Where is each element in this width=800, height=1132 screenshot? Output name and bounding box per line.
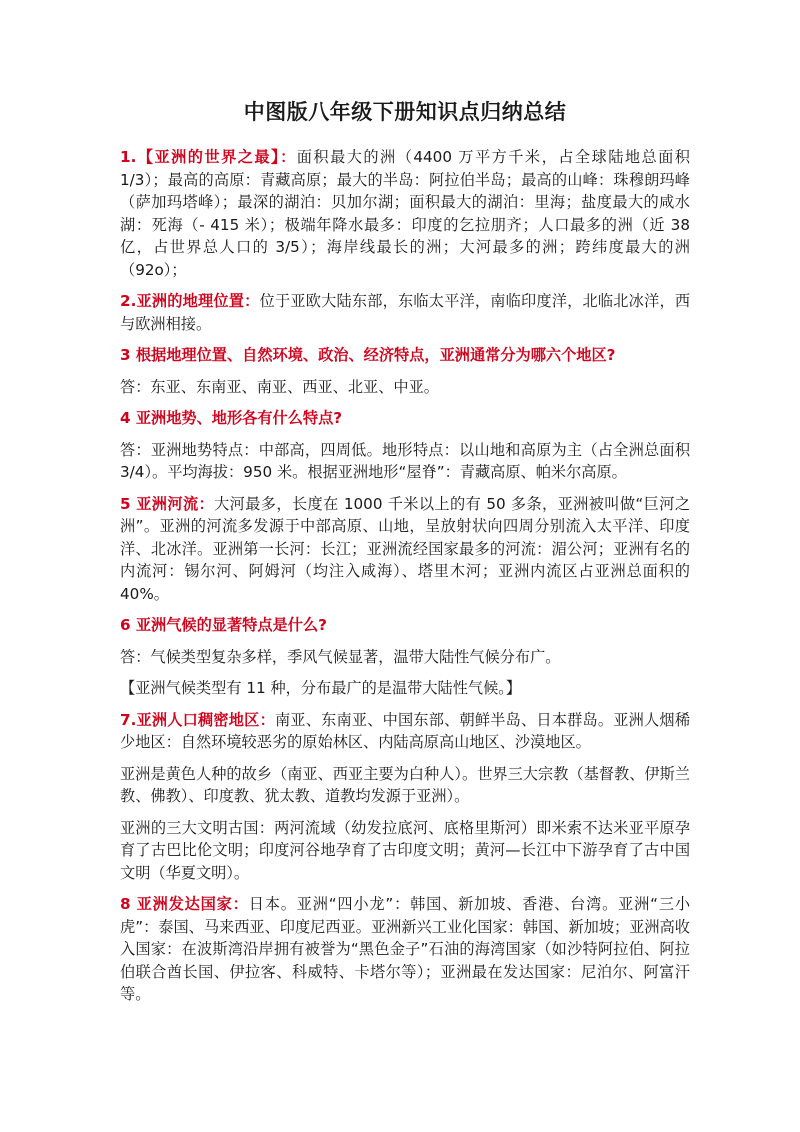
section-text: 位于亚欧大陆东部，东临太平洋，南临印度洋，北临北冰洋，西与欧洲相接。 (120, 292, 691, 333)
section-paragraph (120, 344, 690, 367)
section-text: 面积最大的洲（4400 万平方千米，占全球陆地总面积 1/3）；最高的高原：青藏高原；最大的半岛：阿拉伯半岛；最高的山峰：珠穆朗玛峰（萨加玛塔峰）；最深的湖泊：贝加尔湖；面积最大的湖泊：里海；盐度最大的咸水湖：死海（- 415 米）；极端年降水最多：印度的乞拉朋齐；人口最多的洲（近 38 亿，占世界总人口的 3/5）；海岸线最长的洲；大河最多的洲；跨纬度最大的洲（92o）； (120, 148, 690, 279)
section-paragraph (120, 146, 690, 281)
section-paragraph (120, 763, 690, 808)
section-text: 南亚、东南亚、中国东部、朝鲜半岛、日本群岛。亚洲人烟稀少地区：自然环境较恶劣的原始林区、内陆高原高山地区、沙漠地区。 (120, 710, 691, 751)
section-heading: 4 亚洲地势、地形各有什么特点? (120, 409, 343, 427)
section-heading: 2.亚洲的地理位置： (120, 292, 260, 310)
section-heading: 6 亚洲气候的显著特点是什么? (120, 616, 327, 634)
section-heading: 8 亚洲发达国家： (120, 895, 249, 913)
section-paragraph (120, 709, 690, 754)
section-text: 亚洲是黄色人种的故乡（南亚、西亚主要为白种人）。世界三大宗教（基督教、伊斯兰教、佛教）、印度教、犹太教、道教均发源于亚洲）。 (120, 764, 690, 805)
section-text: 【亚洲气候类型有 11 种，分布最广的是温带大陆性气候。】 (120, 679, 522, 697)
section-paragraph (120, 893, 690, 1006)
section-heading: 3 根据地理位置、自然环境、政治、经济特点，亚洲通常分为哪六个地区? (120, 346, 616, 364)
section-text: 日本。亚洲“四小龙”：韩国、新加坡、香港、台湾。亚洲“三小虎”：泰国、马来西亚、印度尼西亚。亚洲新兴工业化国家：韩国、新加坡；亚洲高收入国家：在波斯湾沿岸拥有被誉为“黑色金子”石油的海湾国家（如沙特阿拉伯、阿拉伯联合酋长国、伊拉客、科威特、卡塔尔等）；亚洲最在发达国家：尼泊尔、阿富汗等。 (120, 895, 691, 1003)
section-text: 亚洲的三大文明古国：两河流域（幼发拉底河、底格里斯河）即米索不达米亚平原孕育了古巴比伦文明；印度河谷地孕育了古印度文明；黄河—长江中下游孕育了古中国文明（华夏文明）。 (120, 818, 690, 882)
section-text: 答：气候类型复杂多样，季风气候显著，温带大陆性气候分布广。 (120, 647, 561, 666)
document-title: 中图版八年级下册知识点归纳总结 (243, 100, 567, 124)
section-heading: 7.亚洲人口稠密地区： (120, 710, 275, 729)
section-paragraph (120, 646, 690, 669)
section-text: 答：亚洲地势特点：中部高，四周低。地形特点：以山地和高原为主（占全洲总面积 3/4）。平均海拔：950 米。根据亚洲地形“屋脊”：青藏高原、帕米尔高原。 (120, 440, 690, 481)
section-paragraph (120, 376, 690, 399)
section-paragraph (120, 817, 690, 885)
section-paragraph (120, 407, 690, 430)
section-paragraph (120, 439, 690, 484)
section-paragraph (120, 290, 690, 335)
section-heading: 1.【亚洲的世界之最】： (120, 148, 297, 166)
section-paragraph (120, 614, 690, 637)
section-text: 答：东亚、东南亚、南亚、西亚、北亚、中亚。 (120, 377, 439, 396)
document-page (120, 96, 690, 1015)
section-paragraph (120, 493, 690, 606)
section-text: 大河最多，长度在 1000 千米以上的有 50 多条，亚洲被叫做“巨河之洲”。亚洲的河流多发源于中部高原、山地，呈放射状向四周分别流入太平洋、印度洋、北冰洋。亚洲第一长河：长江；亚洲流经国家最多的河流：湄公河；亚洲有名的内流河：锡尔河、阿姆河（均注入咸海）、塔里木河；亚洲内流区占亚洲总面积的 40%。 (120, 494, 691, 603)
section-paragraph (120, 677, 690, 700)
section-heading: 5 亚洲河流： (120, 494, 215, 513)
